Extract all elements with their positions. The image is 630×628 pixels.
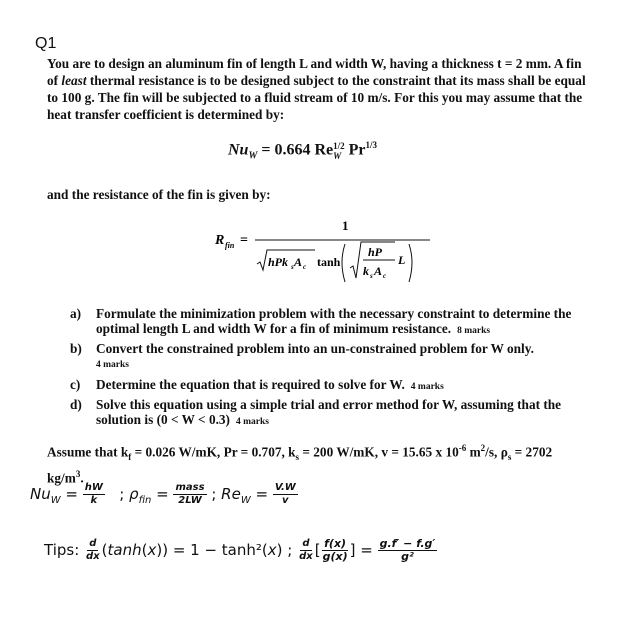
svg-text:A: A <box>374 264 383 278</box>
svg-text:R: R <box>215 233 225 248</box>
nusselt-equation: $Nu_W = 0.664$ Re 1/2 W $Pr^{1/3}$ <box>228 140 378 162</box>
svg-text:A: A <box>294 255 303 269</box>
svg-text:c: c <box>303 263 307 271</box>
tips-row: Tips: $\frac{d}{dx}$ (tanh(x)) = 1 − tanh²(x) ; $\frac{d}{dx}$ [ $\frac{f(x)}{g(x)}$ ] = $\frac{g.f' - f.g'}{\text{g²}}$ <box>44 537 436 563</box>
question-title: Q1 <box>35 35 57 52</box>
svg-text:=: = <box>240 233 248 248</box>
part-d: d) Solve this equation using a simple trial and error method for W, assuming that the solution is (0 < W < 0.3) 4 marks <box>70 397 562 427</box>
svg-text:s: s <box>370 272 373 280</box>
part-a: a) Formulate the minimization problem with the necessary constraint to determine the optimal length L and width W for a fin of minimum resistance. 8 marks <box>70 306 572 336</box>
part-b: b) Convert the constrained problem into an un-constrained problem for W only. <box>70 341 534 356</box>
svg-text:s: s <box>291 263 294 271</box>
definitions-row: $Nu_W$ = $\frac{hW}{k}$ ; $\rho_{fin}$ = $\frac{\text{mass}}{2LW}$ ; $Re_W$ = $\frac{V.W}{v}$ <box>30 482 296 506</box>
svg-text:1: 1 <box>342 218 349 233</box>
svg-text:L: L <box>398 253 406 267</box>
assumptions: Assume that $k_f = 0.026$ W/mK, Pr = 0.707, $k_s = 200$ W/mK, v = 15.65 x $10^{-6}$ $m^2/s$, $\rho_s = 2702$ $kg/m^3$. <box>47 443 553 486</box>
svg-text:k: k <box>363 264 369 278</box>
part-c: c) Determine the equation that is required to solve for W. 4 marks <box>70 377 444 392</box>
fin-resistance-equation <box>205 212 445 292</box>
svg-text:fin: fin <box>225 241 235 250</box>
resistance-intro: and the resistance of the fin is given by: <box>47 187 271 202</box>
svg-text:hPk: hPk <box>268 255 289 269</box>
svg-text:tanh: tanh <box>317 255 341 269</box>
problem-statement: You are to design an aluminum fin of length L and width W, having a thickness t = 2 mm. A fin of least thermal resistance is to be designed subject to the constraint that its mass shall be equal to 100 g. The fin will be subjected to a fluid stream of 10 m/s. For this you may assume that the heat transfer coefficient is determined by: <box>47 56 586 122</box>
svg-text:hP: hP <box>368 245 383 259</box>
question-parts <box>70 306 590 432</box>
part-b-marks: 4 marks <box>96 360 129 370</box>
svg-text:c: c <box>383 272 387 280</box>
